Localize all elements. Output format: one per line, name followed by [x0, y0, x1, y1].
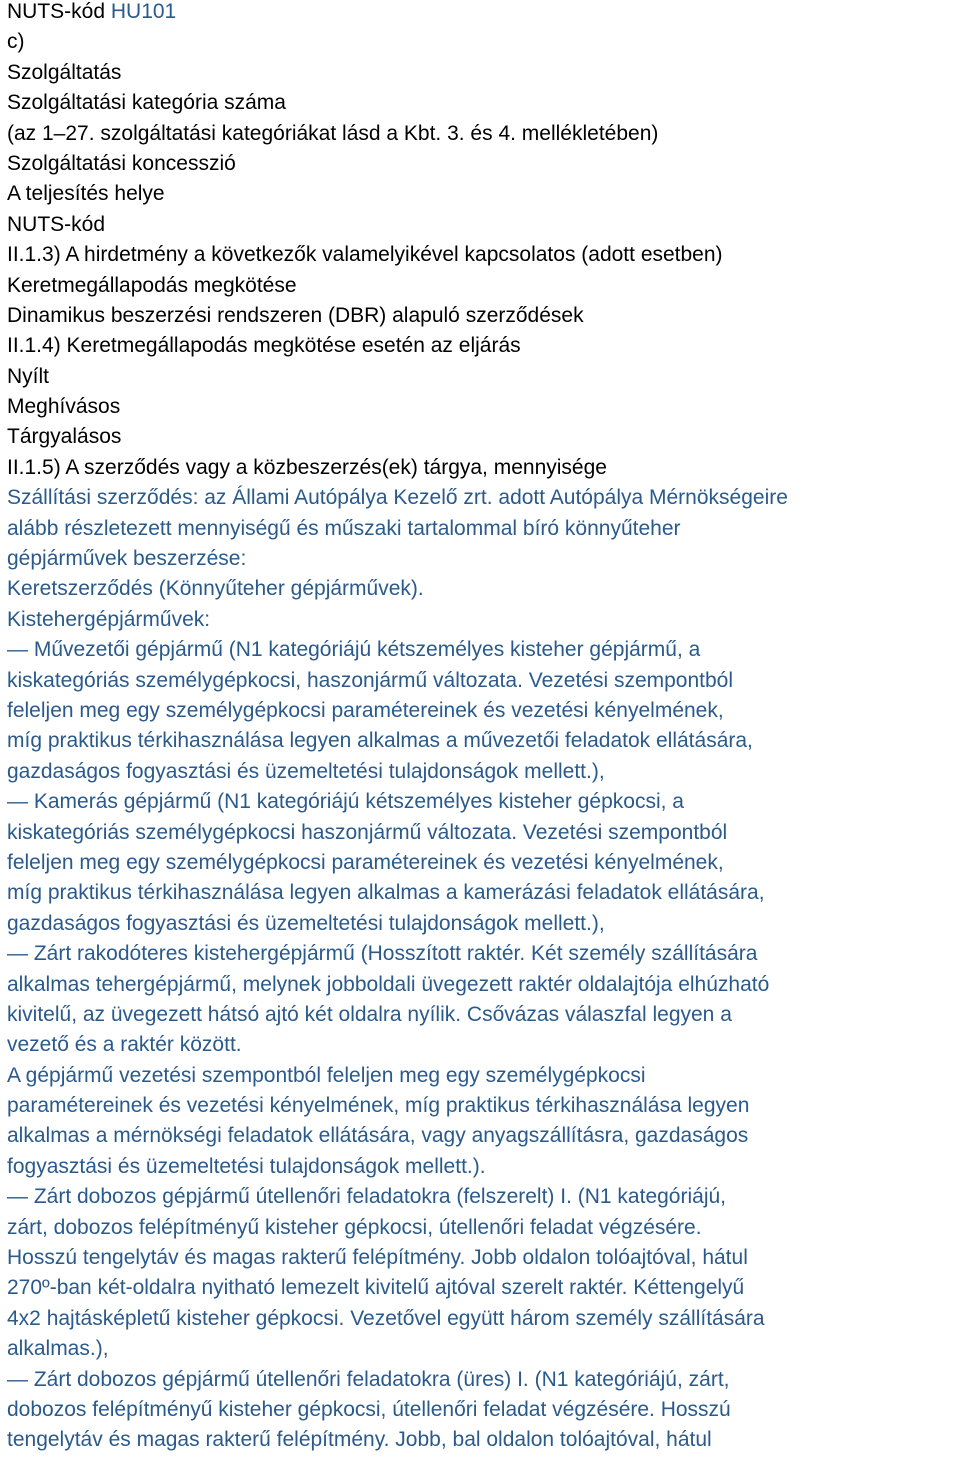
line-text-highlight: paramétereinek és vezetési kényelmének, míg praktikus térkihasználása legyen — [7, 1094, 750, 1118]
line-text: II.1.4) Keretmegállapodás megkötése esetén az eljárás — [7, 334, 521, 358]
line-text: Dinamikus beszerzési rendszeren (DBR) alapuló szerződések — [7, 303, 584, 327]
text-line — [7, 0, 957, 27]
text-line — [7, 1091, 957, 1121]
line-text-highlight: alkalmas.), — [7, 1337, 109, 1361]
line-text: NUTS-kód — [7, 0, 111, 23]
text-line — [7, 1304, 957, 1334]
text-line — [7, 240, 957, 270]
text-line — [7, 1000, 957, 1030]
text-line — [7, 1273, 957, 1303]
text-line — [7, 909, 957, 939]
line-text: Szolgáltatási koncesszió — [7, 151, 236, 175]
line-text-highlight: — Kamerás gépjármű (N1 kategóriájú kétszemélyes kisteher gépkocsi, a — [7, 790, 684, 814]
text-line — [7, 179, 957, 209]
line-text-highlight: — Zárt dobozos gépjármű útellenőri feladatokra (felszerelt) I. (N1 kategóriájú, — [7, 1185, 727, 1209]
line-text-highlight: zárt, dobozos felépítményű kisteher gépkocsi, útellenőri feladat végzésére. — [7, 1215, 702, 1239]
line-text: Szolgáltatás — [7, 60, 122, 84]
line-text-highlight: kiskategóriás személygépkocsi, haszonjármű változata. Vezetési szempontból — [7, 668, 734, 692]
text-line — [7, 939, 957, 969]
text-line — [7, 726, 957, 756]
text-line — [7, 58, 957, 88]
text-line — [7, 1182, 957, 1212]
line-text-highlight: Kistehergépjárművek: — [7, 607, 211, 631]
text-line — [7, 605, 957, 635]
line-text: (az 1–27. szolgáltatási kategóriákat lásd a Kbt. 3. és 4. mellékletében) — [7, 121, 659, 145]
text-line — [7, 362, 957, 392]
text-line — [7, 210, 957, 240]
line-text: Meghívásos — [7, 395, 121, 419]
text-line — [7, 331, 957, 361]
line-text-highlight: gépjárművek beszerzése: — [7, 547, 247, 571]
line-text-highlight: míg praktikus térkihasználása legyen alkalmas a kamerázási feladatok ellátására, — [7, 881, 765, 905]
line-text-highlight: gazdaságos fogyasztási és üzemeltetési tulajdonságok mellett.), — [7, 911, 605, 935]
text-line — [7, 1121, 957, 1151]
document-body — [7, 0, 957, 1456]
text-line — [7, 271, 957, 301]
line-text-highlight: A gépjármű vezetési szempontból feleljen meg egy személygépkocsi — [7, 1063, 646, 1087]
line-text-highlight: HU101 — [110, 0, 177, 23]
line-text-highlight: alább részletezett mennyiségű és műszaki tartalommal bíró könnyűteher — [7, 516, 681, 540]
text-line — [7, 1334, 957, 1364]
line-text: II.1.3) A hirdetmény a következők valamelyikével kapcsolatos (adott esetben) — [7, 243, 723, 267]
text-line — [7, 1425, 957, 1455]
line-text-highlight: alkalmas tehergépjármű, melynek jobboldali üvegezett raktér oldalajtója elhúzható — [7, 972, 770, 996]
line-text-highlight: tengelytáv és magas rakterű felépítmény. Jobb, bal oldalon tolóajtóval, hátul — [7, 1428, 712, 1452]
line-text: Tárgyalásos — [7, 425, 122, 449]
line-text-highlight: fogyasztási és üzemeltetési tulajdonságok mellett.). — [7, 1154, 486, 1178]
text-line — [7, 1152, 957, 1182]
text-line — [7, 1030, 957, 1060]
text-line — [7, 453, 957, 483]
line-text-highlight: 270º-ban két-oldalra nyitható lemezelt kivitelű ajtóval szerelt raktér. Kéttengelyű — [7, 1276, 745, 1300]
line-text: II.1.5) A szerződés vagy a közbeszerzés(ek) tárgya, mennyisége — [7, 455, 607, 479]
line-text: Szolgáltatási kategória száma — [7, 91, 286, 115]
line-text-highlight: feleljen meg egy személygépkocsi paramétereinek és vezetési kényelmének, — [7, 698, 724, 722]
line-text: Keretmegállapodás megkötése — [7, 273, 297, 297]
text-line — [7, 483, 957, 513]
text-line — [7, 392, 957, 422]
line-text-highlight: dobozos felépítményű kisteher gépkocsi, útellenőri feladat végzésére. Hosszú — [7, 1397, 731, 1421]
text-line — [7, 1365, 957, 1395]
line-text-highlight: Keretszerződés (Könnyűteher gépjárművek). — [7, 577, 424, 601]
text-line — [7, 818, 957, 848]
text-line — [7, 970, 957, 1000]
text-line — [7, 848, 957, 878]
line-text-highlight: 4x2 hajtásképletű kisteher gépkocsi. Vezetővel együtt három személy szállítására — [7, 1306, 765, 1330]
line-text-highlight: — Zárt dobozos gépjármű útellenőri feladatokra (üres) I. (N1 kategóriájú, zárt, — [7, 1367, 730, 1391]
text-line — [7, 88, 957, 118]
text-line — [7, 878, 957, 908]
text-line — [7, 149, 957, 179]
line-text: NUTS-kód — [7, 212, 106, 236]
text-line — [7, 301, 957, 331]
line-text-highlight: vezető és a raktér között. — [7, 1033, 242, 1057]
text-line — [7, 696, 957, 726]
text-line — [7, 635, 957, 665]
line-text-highlight: feleljen meg egy személygépkocsi paramétereinek és vezetési kényelmének, — [7, 850, 724, 874]
line-text-highlight: Szállítási szerződés: az Állami Autópálya Kezelő zrt. adott Autópálya Mérnökségeire — [7, 486, 788, 510]
text-line — [7, 1213, 957, 1243]
text-line — [7, 1395, 957, 1425]
text-line — [7, 574, 957, 604]
line-text: A teljesítés helye — [7, 182, 165, 206]
line-text-highlight: — Zárt rakodóteres kistehergépjármű (Hosszított raktér. Két személy szállítására — [7, 942, 758, 966]
line-text-highlight: alkalmas a mérnökségi feladatok ellátására, vagy anyagszállításra, gazdaságos — [7, 1124, 749, 1148]
line-text-highlight: — Művezetői gépjármű (N1 kategóriájú kétszemélyes kisteher gépjármű, a — [7, 638, 701, 662]
line-text-highlight: kivitelű, az üvegezett hátsó ajtó két oldalra nyílik. Csővázas válaszfal legyen a — [7, 1002, 732, 1026]
line-text: Nyílt — [7, 364, 49, 388]
text-line — [7, 422, 957, 452]
line-text-highlight: Hosszú tengelytáv és magas rakterű felépítmény. Jobb oldalon tolóajtóval, hátul — [7, 1246, 748, 1270]
line-text-highlight: gazdaságos fogyasztási és üzemeltetési tulajdonságok mellett.), — [7, 759, 605, 783]
text-line — [7, 27, 957, 57]
text-line — [7, 514, 957, 544]
text-line — [7, 666, 957, 696]
text-line — [7, 1243, 957, 1273]
text-line — [7, 757, 957, 787]
text-line — [7, 544, 957, 574]
text-line — [7, 787, 957, 817]
text-line — [7, 1061, 957, 1091]
line-text-highlight: kiskategóriás személygépkocsi haszonjármű változata. Vezetési szempontból — [7, 820, 728, 844]
line-text-highlight: míg praktikus térkihasználása legyen alkalmas a művezetői feladatok ellátására, — [7, 729, 753, 753]
line-text: c) — [7, 30, 25, 54]
text-line — [7, 119, 957, 149]
